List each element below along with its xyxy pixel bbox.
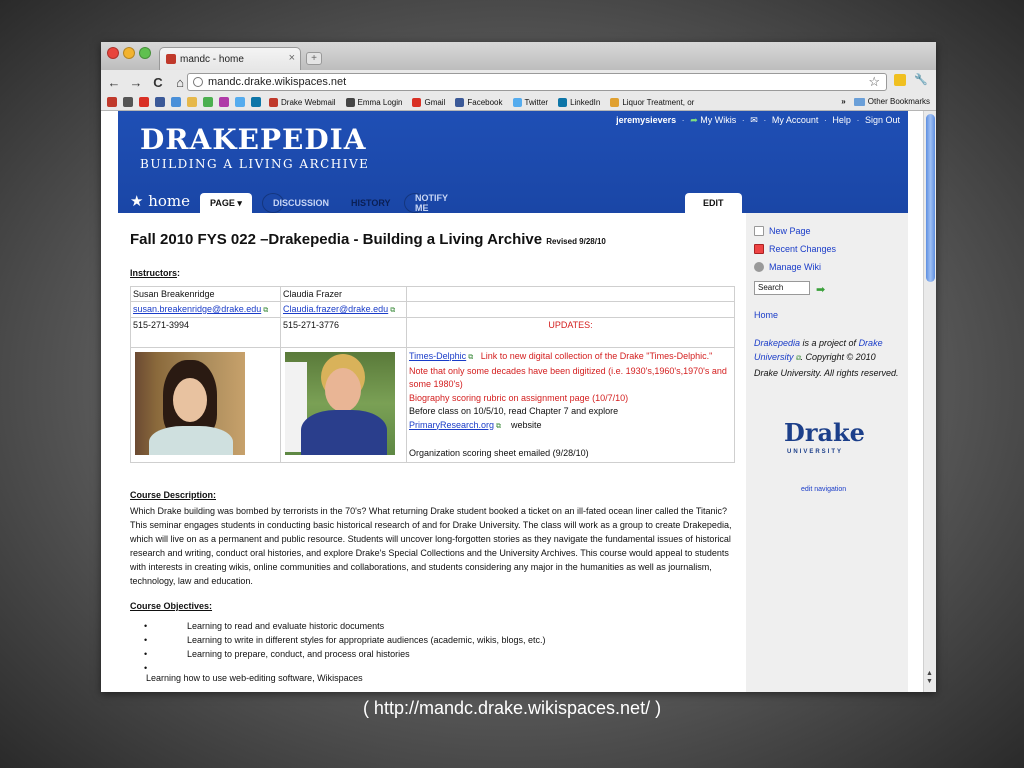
- manage-wiki-link[interactable]: Manage Wiki: [754, 262, 821, 272]
- recent-changes-link[interactable]: Recent Changes: [754, 244, 836, 254]
- primary-research-link[interactable]: PrimaryResearch.org: [409, 419, 495, 430]
- bookmark-liquor-treatment[interactable]: Liquor Treatment, or: [610, 98, 694, 107]
- bookmarks-bar: [101, 94, 936, 111]
- extension-icon[interactable]: [894, 74, 906, 86]
- user-bar: jeremysievers · ➦ My Wikis · ✉ · My Account · Help · Sign Out: [616, 115, 900, 125]
- browser-window: [101, 42, 936, 692]
- instructor2-email-link[interactable]: Claudia.frazer@drake.edu: [283, 304, 389, 314]
- updates-heading: UPDATES:: [407, 318, 735, 348]
- update-read-chapter: Before class on 10/5/10, read Chapter 7 and explore: [409, 406, 619, 416]
- bookmark-linkedin[interactable]: LinkedIn: [558, 98, 600, 107]
- gmail-icon: [412, 98, 421, 107]
- calendar-icon: [754, 244, 764, 254]
- bookmark-emma-login[interactable]: Emma Login: [346, 98, 403, 107]
- external-link-icon: ⧉: [390, 307, 396, 314]
- updates-cell: [407, 348, 735, 463]
- objectives-list: [144, 619, 704, 675]
- zoom-window-button[interactable]: [139, 47, 151, 59]
- new-page-icon: [754, 226, 764, 236]
- globe-icon: [193, 77, 203, 87]
- tab-bar: [101, 42, 936, 70]
- folder-icon: [854, 98, 865, 106]
- toolbar-extensions: [894, 73, 928, 86]
- bookmark-star-icon[interactable]: ☆: [868, 74, 880, 89]
- instructor2-phone: 515-271-3776: [281, 318, 407, 348]
- bookmarks-more-icon[interactable]: »: [841, 97, 846, 106]
- external-link-icon: ⧉: [496, 422, 502, 430]
- mail-icon[interactable]: ✉: [750, 115, 758, 125]
- other-bookmarks[interactable]: Other Bookmarks: [867, 97, 930, 106]
- main-content: Fall 2010 FYS 022 –Drakepedia - Building a Living Archive Revised 9/28/10 Instructors : Susan Breakenridge Claudia Frazer susan.breakenridge@drake.edu ⧉ Claudia.frazer@drake.edu ⧉ 515-271-3994 515-271-3776 UPDATES: Times-Delphic ⧉ Link to new digital collection of the Drake "Times-Delphic." Note that only some decades have been digitized (i.e. 1930's,1960's,1970's and some 1980's) Biography scoring rubric on assignment page (10/7/10) Before class on 10/5/10, read Chapter 7 and explore PrimaryResearch.org ⧉ website Organization scoring sheet emailed (9/28/10) Course Description: Which Drake building was bombed by terrorists in the 70's? What returning Drake student booked a ticket on an ill-fated ocean liner called the Titanic? This seminar engages students in conducting basic historical research of and for Drake University. The class will work as a group to create Drakepedia, which will live on as a permanent and public resource. Students will uncover long-forgotten stories as they navigate the fundamental issues of historical research and writing, conduct oral histories, and explore Drake's Special Collections and the University Archives. This course would appeal to students with interests in creating wikis, online communities and collaborations, and students considering any major in the humanities as well as journalism, technology, law and education. Course Objectives: • Learning to read and evaluate historic documents • Learning to write in different styles for appropriate audiences (academic, wikis, blogs, etc.) • Learning to prepare, conduct, and process oral histories • Learning how to use web-editing software, Wikispaces: [130, 213, 740, 692]
- vertical-scrollbar[interactable]: [923, 111, 936, 692]
- close-window-button[interactable]: [107, 47, 119, 59]
- course-description: Which Drake building was bombed by terrorists in the 70's? What returning Drake student booked a ticket on an ill-fated ocean liner called the Titanic? This seminar engages students in conducting basic historical research of and for Drake University. The class will work as a group to create Drakepedia, which will live on as a permanent and public resource. Students will uncover long-forgotten stories as they navigate the fundamental issues of historical research and writing, conduct oral histories, and explore Drake's Special Collections and the University Archives. This course would appeal to students with interests in creating wikis, online communities and collaborations, and students considering any major in the humanities as well as journalism, technology, law and education.: [130, 506, 732, 586]
- bookmark-mini-icon[interactable]: [139, 97, 149, 107]
- wiki-header: [118, 111, 908, 213]
- tab-history[interactable]: HISTORY: [351, 198, 391, 208]
- reload-icon[interactable]: C: [153, 74, 163, 90]
- home-icon[interactable]: ⌂: [176, 74, 184, 90]
- objective-web-editing: Learning how to use web-editing software, Wikispaces: [146, 673, 363, 683]
- wiki-page: [118, 111, 908, 692]
- search-input[interactable]: Search: [754, 281, 810, 295]
- wiki-nav: [118, 190, 908, 213]
- facebook-icon: [455, 98, 464, 107]
- bookmark-drake-webmail[interactable]: Drake Webmail: [269, 98, 336, 107]
- liquor-icon: [610, 98, 619, 107]
- address-bar[interactable]: [187, 73, 887, 91]
- site-logo-subtitle: BUILDING A LIVING ARCHIVE: [140, 157, 370, 171]
- scrollbar-thumb[interactable]: [926, 114, 935, 282]
- linkedin-icon: [558, 98, 567, 107]
- external-link-icon: ⧉: [468, 354, 474, 361]
- about-text: Drakepedia is a project of Drake University ⧉. Copyright © 2010 Drake University. All rights reserved.: [754, 338, 899, 378]
- update-organization-sheet: Organization scoring sheet emailed (9/28/10): [409, 447, 589, 458]
- instructors-table: [130, 286, 735, 463]
- favicon-icon: [166, 54, 176, 64]
- back-icon[interactable]: ←: [107, 74, 121, 90]
- update-website: website: [511, 419, 542, 430]
- forward-icon[interactable]: →: [129, 74, 143, 90]
- bookmark-mini-icon[interactable]: [251, 97, 261, 107]
- update-times-delphic: Link to new digital collection of the Drake "Times-Delphic." Note that only some decades have been digitized (i.e. 1930's,1960's,1970's and some 1980's): [409, 351, 727, 389]
- address-url: mandc.drake.wikispaces.net: [208, 76, 347, 88]
- my-wikis-link[interactable]: My Wikis: [700, 115, 737, 125]
- bookmark-gmail[interactable]: Gmail: [412, 98, 445, 107]
- revised-note: Revised 9/28/10: [546, 237, 606, 246]
- scroll-arrows-icon[interactable]: ▲ ▼: [926, 670, 933, 685]
- my-account-link[interactable]: My Account: [771, 115, 819, 125]
- webmail-icon: [269, 98, 278, 107]
- username[interactable]: jeremysievers: [616, 115, 677, 125]
- sign-out-link[interactable]: Sign Out: [864, 115, 900, 125]
- external-link-icon: ⧉: [795, 355, 801, 362]
- drake-logo: Drake: [784, 418, 865, 447]
- drake-logo-subtitle: UNIVERSITY: [787, 449, 844, 455]
- emma-icon: [346, 98, 355, 107]
- wrench-icon[interactable]: 🔧: [914, 74, 928, 86]
- list-item: • Learning to write in different styles for appropriate audiences (academic, wikis, blogs, etc.): [144, 635, 546, 645]
- minimize-window-button[interactable]: [123, 47, 135, 59]
- instructor2-name: Claudia Frazer: [281, 287, 407, 302]
- course-objectives-heading: Course Objectives:: [130, 601, 213, 611]
- home-link[interactable]: ★ home: [130, 192, 191, 210]
- gear-icon: [754, 262, 764, 272]
- new-page-link[interactable]: New Page: [754, 226, 811, 236]
- site-logo-title[interactable]: DRAKEPEDIA: [140, 123, 367, 156]
- bookmark-mini-icon[interactable]: [171, 97, 181, 107]
- drakepedia-link[interactable]: Drakepedia: [754, 338, 801, 348]
- course-description-heading: Course Description:: [130, 490, 217, 500]
- browser-toolbar: [101, 70, 936, 94]
- bookmark-mini-icon[interactable]: [187, 97, 197, 107]
- tab-discussion[interactable]: DISCUSSION: [262, 193, 284, 213]
- slide-caption: ( http://mandc.drake.wikispaces.net/ ): [362, 698, 662, 718]
- instructor1-phone: 515-271-3994: [131, 318, 281, 348]
- sidebar-home-link[interactable]: Home: [754, 310, 779, 320]
- bookmark-mini-icon[interactable]: [123, 97, 133, 107]
- my-wikis-icon: ➦: [690, 115, 698, 125]
- window-controls: [107, 47, 151, 59]
- tab-mandc-home[interactable]: [159, 47, 301, 70]
- tab-notify-me[interactable]: NOTIFY ME: [404, 193, 426, 213]
- list-item: • Learning to prepare, conduct, and process oral histories: [144, 649, 410, 659]
- bookmarks-overflow: [835, 97, 930, 106]
- edit-navigation-link[interactable]: edit navigation: [801, 486, 847, 493]
- edit-button[interactable]: EDIT: [685, 193, 742, 213]
- instructor1-email-link[interactable]: susan.breakenridge@drake.edu: [133, 304, 262, 314]
- page-title: Fall 2010 FYS 022 –Drakepedia - Building a Living Archive Revised 9/28/10: [130, 231, 606, 248]
- bookmark-mini-icon[interactable]: [203, 97, 213, 107]
- instructor1-photo: [135, 352, 245, 455]
- external-link-icon: ⧉: [263, 307, 269, 314]
- times-delphic-link[interactable]: Times-Delphic: [409, 351, 467, 361]
- list-item: • Learning to read and evaluate historic documents: [144, 621, 385, 631]
- instructor2-photo: [285, 352, 395, 455]
- tab-page[interactable]: PAGE ▾: [200, 193, 252, 213]
- page-viewport: [101, 111, 936, 692]
- instructors-heading: Instructors: [130, 268, 178, 278]
- bookmark-facebook[interactable]: Facebook: [455, 98, 502, 107]
- bookmark-mini-icon[interactable]: [155, 97, 165, 107]
- update-biography-rubric: Biography scoring rubric on assignment page (10/7/10): [409, 392, 629, 403]
- bookmark-mini-icon[interactable]: [107, 97, 117, 107]
- new-tab-button[interactable]: +: [306, 52, 322, 65]
- help-link[interactable]: Help: [832, 115, 851, 125]
- tab-title: mandc - home: [180, 53, 244, 65]
- list-item: •: [144, 663, 148, 673]
- bookmark-twitter[interactable]: Twitter: [513, 98, 549, 107]
- bookmark-mini-icon[interactable]: [219, 97, 229, 107]
- wiki-sidebar: [746, 213, 908, 692]
- search-go-icon[interactable]: ➡: [816, 284, 826, 296]
- bookmark-mini-icon[interactable]: [235, 97, 245, 107]
- drake-university-link[interactable]: Drake University: [754, 338, 883, 362]
- twitter-icon: [513, 98, 522, 107]
- instructor1-name: Susan Breakenridge: [131, 287, 281, 302]
- tab-close-icon[interactable]: ×: [288, 52, 295, 64]
